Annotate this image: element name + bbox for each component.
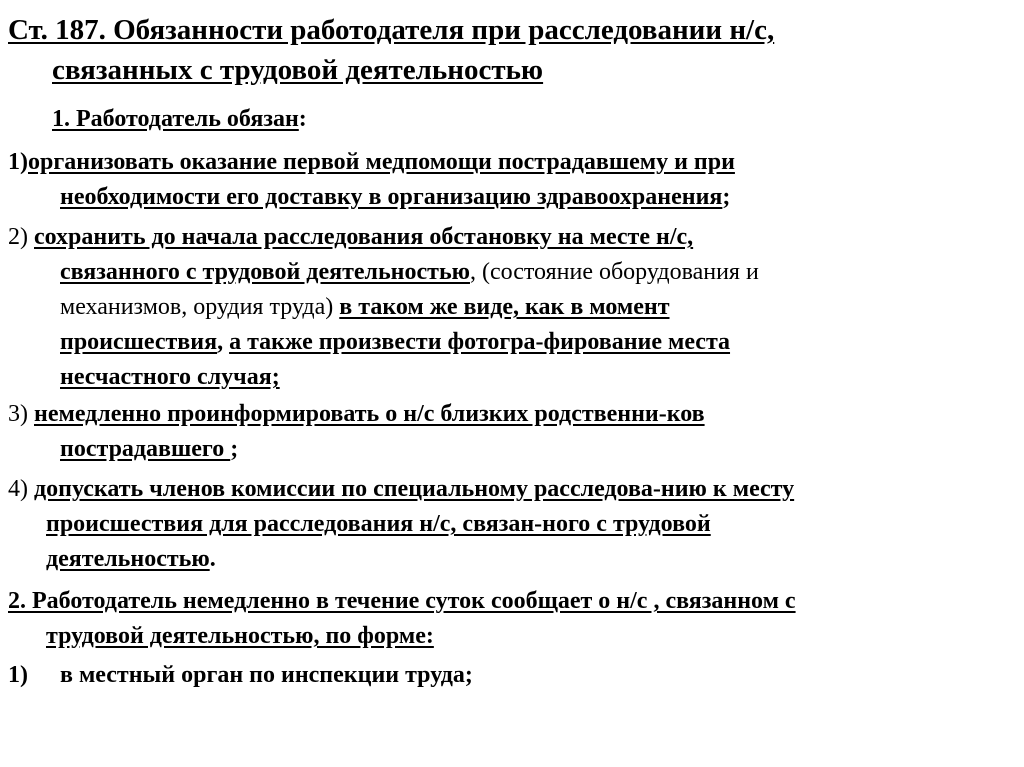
list-item-2 [8, 220, 759, 395]
subheading [52, 104, 307, 134]
section-2 [8, 584, 796, 654]
title-line-2: связанных с трудовой деятельностью [52, 54, 544, 86]
title-line-1: Ст. 187. Обязанности работодателя при расследовании н/с, [8, 14, 775, 46]
item-2-line-5: несчастного случая; [60, 364, 280, 390]
item-4-number: 4) [8, 476, 34, 502]
item-3-line-2: пострадавшего [60, 436, 231, 462]
item-3-line-2-tail: ; [230, 436, 239, 462]
item-4-line-3: деятельностью [46, 546, 210, 572]
section-2-line-1: 2. Работодатель немедленно в течение суток сообщает о н/с , связанном с [8, 588, 796, 614]
item-3-line-1: немедленно проинформировать о н/с близких родственни-ков [34, 401, 705, 427]
item-2-number: 2) [8, 224, 34, 250]
page-title [8, 10, 1008, 90]
list-item-4 [8, 472, 794, 577]
item-4-line-2: происшествия для расследования н/с, связан-ного с трудовой [46, 511, 711, 537]
section-2-item-1 [8, 658, 473, 693]
item-3-number: 3) [8, 401, 34, 427]
section-2-line-2: трудовой деятельностью, по форме: [46, 623, 434, 649]
subheading-text: 1. Работодатель обязан [52, 106, 299, 132]
item-2-line-2b: , (состояние оборудования и [469, 259, 759, 285]
item-4-line-1: допускать членов комиссии по специальному расследова-нию к месту [34, 476, 795, 502]
item-2-line-3b: в таком же виде, как в момент [339, 294, 670, 320]
item-1-line-2-tail: ; [722, 184, 731, 210]
item-2-line-4c: а также произвести фотогра-фирование места [229, 329, 731, 355]
subheading-colon: : [298, 106, 307, 132]
item-2-line-1: сохранить до начала расследования обстановку на месте н/с, [34, 224, 694, 250]
item-2-line-4a: происшествия [60, 329, 218, 355]
item-4-line-3-tail: . [209, 546, 216, 572]
item-1-line-2: необходимости его доставку в организацию здравоохранения [60, 184, 723, 210]
item-2-line-3a: механизмов, орудия труда) [60, 294, 340, 320]
list-item-3 [8, 397, 705, 467]
item-1-number: 1) [8, 149, 28, 175]
item-1-line-1: организовать оказание первой медпомощи пострадавшему и при [28, 149, 735, 175]
item-2-line-4b: , [217, 329, 230, 355]
section-2-item-1-number: 1) [8, 662, 28, 688]
item-2-line-2a: связанного с трудовой деятельностью [60, 259, 470, 285]
section-2-item-1-text: в местный орган по инспекции труда; [60, 662, 473, 688]
list-item-1 [8, 145, 735, 215]
